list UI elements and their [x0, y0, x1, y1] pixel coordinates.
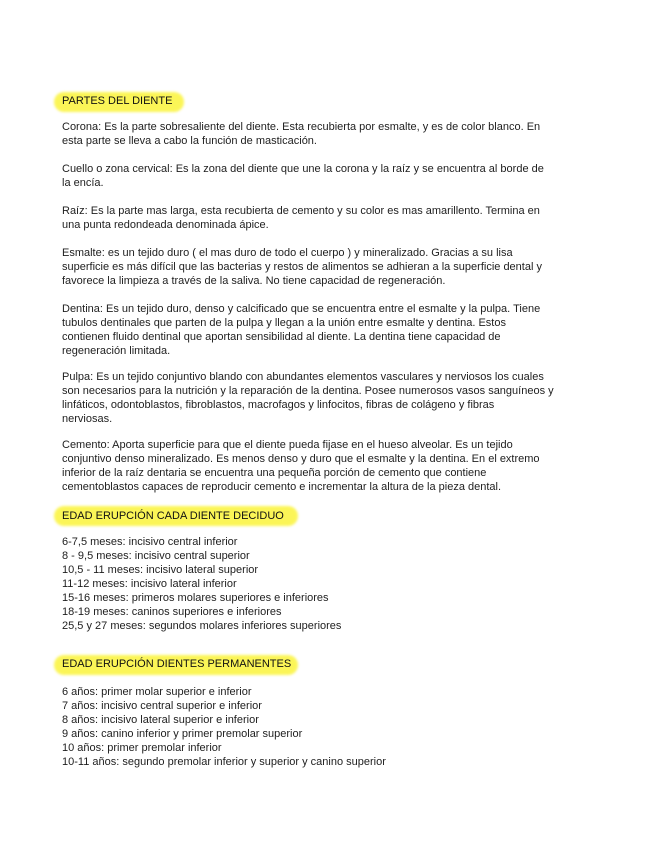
list-item: 6-7,5 meses: incisivo central inferior: [62, 536, 238, 548]
list-item: 15-16 meses: primeros molares superiores e inferiores: [62, 592, 329, 604]
paragraph: [62, 370, 554, 426]
paragraph-line: inferior de la raíz dentaria se encuentra una pequeña porción de cemento que contiene: [62, 467, 487, 479]
paragraph-line: tubulos dentinales que parten de la pulpa y llegan a la unión entre esmalte y dentina. Estos: [62, 317, 506, 329]
paragraph-line: Corona: Es la parte sobresaliente del diente. Esta recubierta por esmalte, y es de color blanco. En: [62, 121, 541, 133]
paragraph-line: Cemento: Aporta superficie para que el diente pueda fijase en el hueso alveolar. Es un tejido: [62, 439, 513, 451]
paragraph: [62, 246, 542, 288]
section-heading-partes: PARTES DEL DIENTE: [62, 95, 173, 107]
paragraph-line: contienen fluido dentinal que aportan sensibilidad al diente. La dentina tiene capacidad de: [62, 331, 501, 343]
paragraph-line: Cuello o zona cervical: Es la zona del diente que une la corona y la raíz y se encuentra al borde de: [62, 163, 544, 175]
paragraph-line: son necesarios para la nutrición y la reparación de la dentina. Posee numerosos vasos sanguíneos y: [62, 385, 554, 397]
permanent-eruption-list: [62, 685, 386, 769]
list-item: 8 años: incisivo lateral superior e inferior: [62, 714, 259, 726]
paragraph: [62, 162, 544, 190]
list-item: 6 años: primer molar superior e inferior: [62, 686, 252, 698]
list-item: 18-19 meses: caninos superiores e inferiores: [62, 606, 282, 618]
paragraph-line: esta parte se lleva a cabo la función de masticación.: [62, 135, 317, 147]
list-item: 7 años: incisivo central superior e inferior: [62, 700, 262, 712]
paragraph-line: Pulpa: Es un tejido conjuntivo blando con abundantes elementos vasculares y nerviosos los cuales: [62, 371, 544, 383]
paragraph-line: linfáticos, odontoblastos, fibroblastos, macrofagos y linfocitos, fibras de colágeno y fibras: [62, 399, 495, 411]
paragraph-line: superficie es más difícil que las bacterias y restos de alimentos se adhieran a la superficie dental y: [62, 261, 542, 273]
paragraph: [62, 438, 540, 494]
paragraph: [62, 120, 540, 148]
paragraph-line: regeneración limitada.: [62, 345, 171, 357]
list-item: 9 años: canino inferior y primer premolar superior: [62, 728, 303, 740]
section-heading-deciduo: EDAD ERUPCIÓN CADA DIENTE DECIDUO: [62, 510, 284, 522]
list-item: 8 - 9,5 meses: incisivo central superior: [62, 550, 250, 562]
paragraph-line: nerviosas.: [62, 413, 113, 425]
paragraph-line: una punta redondeada denominada ápice.: [62, 219, 269, 231]
paragraph: [62, 204, 540, 232]
list-item: 11-12 meses: incisivo lateral inferior: [62, 578, 237, 590]
paragraph-line: la encía.: [62, 177, 104, 189]
paragraph-line: favorece la limpieza a través de la saliva. No tiene capacidad de regeneración.: [62, 275, 446, 287]
paragraph-line: Raíz: Es la parte mas larga, esta recubierta de cemento y su color es mas amarillento. Termina en: [62, 205, 540, 217]
paragraph-line: Dentina: Es un tejido duro, denso y calcificado que se encuentra entre el esmalte y la pulpa. Tiene: [62, 303, 541, 315]
paragraph-line: Esmalte: es un tejido duro ( el mas duro de todo el cuerpo ) y mineralizado. Gracias a su lisa: [62, 247, 513, 259]
list-item: 10 años: primer premolar inferior: [62, 742, 222, 754]
list-item: 10,5 - 11 meses: incisivo lateral superior: [62, 564, 259, 576]
list-item: 25,5 y 27 meses: segundos molares inferiores superiores: [62, 620, 342, 632]
list-item: 10-11 años: segundo premolar inferior y superior y canino superior: [62, 756, 386, 768]
paragraph: [62, 302, 540, 358]
deciduous-eruption-list: [62, 535, 341, 633]
paragraph-line: cementoblastos capaces de reproducir cemento e incrementar la altura de la pieza dental.: [62, 481, 502, 493]
section-heading-permanentes: EDAD ERUPCIÓN DIENTES PERMANENTES: [62, 658, 292, 670]
paragraph-line: conjuntivo denso mineralizado. Es menos denso y duro que el esmalte y la dentina. En el extremo: [62, 453, 540, 465]
